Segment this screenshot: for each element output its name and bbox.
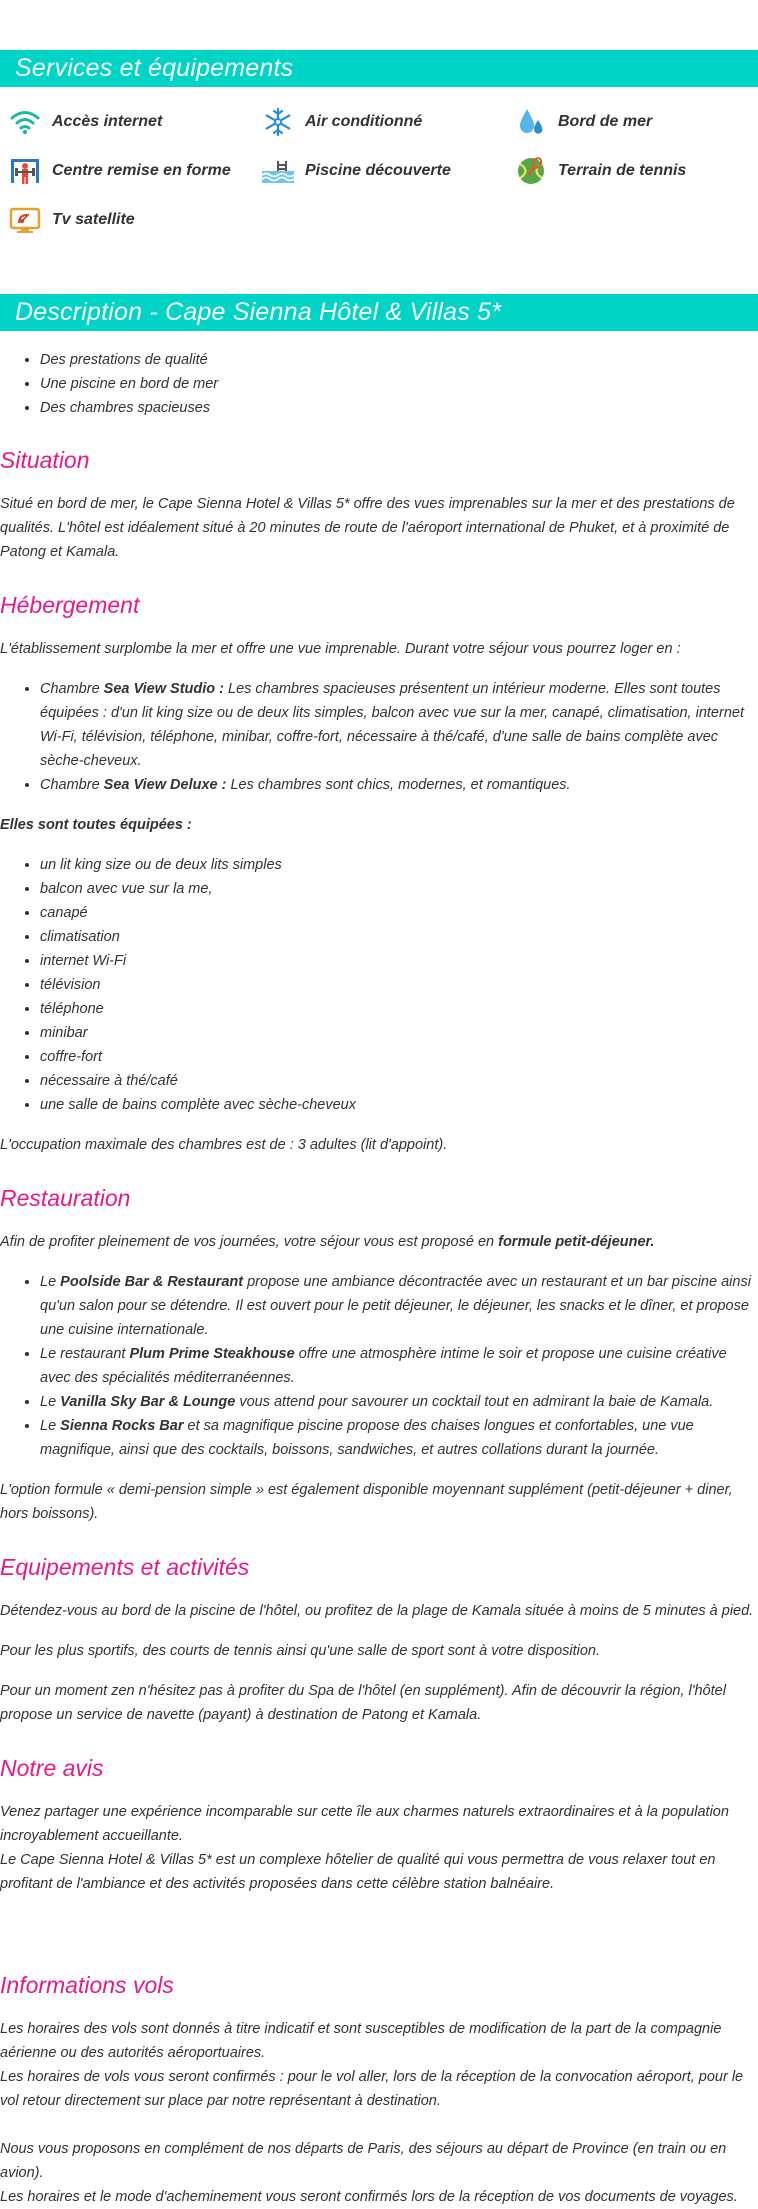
list-item: • coffre-fort — [40, 1045, 758, 1069]
list-item: • une salle de bains complète avec sèche-cheveux — [40, 1093, 758, 1117]
service-item — [506, 106, 652, 138]
equipements-heading: Equipements et activités — [0, 1554, 250, 1580]
tennis-icon — [514, 155, 548, 187]
service-label: Piscine découverte — [305, 162, 451, 179]
avis-text-2: Le Cape Sienna Hotel & Villas 5* est un complexe hôtelier de qualité qui vous permettra de vous relaxer tout en profitant de l'ambiance et des activités proposées dans cette célèbre station balnéaire. — [0, 1852, 716, 1892]
service-item — [0, 106, 162, 138]
fitness-icon — [8, 155, 42, 187]
rooms-list — [0, 677, 758, 797]
hebergement-heading: Hébergement — [0, 592, 140, 618]
list-item: • climatisation — [40, 925, 758, 949]
list-item: • Le Poolside Bar & Restaurant propose une ambiance décontractée avec un restaurant et un bar piscine ainsi qu'un salon pour se détendre. Il est ouvert pour le petit déjeuner, le déjeuner, les snacks et le dîner, et propose une cuisine internationale. — [40, 1270, 758, 1342]
hebergement-intro: L'établissement surplombe la mer et offre une vue imprenable. Durant votre séjour vous pourrez loger en : — [0, 641, 681, 657]
service-label: Bord de mer — [558, 113, 653, 130]
pool-icon — [261, 155, 295, 187]
list-item: • Des chambres spacieuses — [40, 396, 758, 420]
tv-icon — [8, 204, 42, 236]
vols-heading: Informations vols — [0, 1972, 174, 1998]
service-item — [253, 155, 451, 187]
list-item: • Une piscine en bord de mer — [40, 372, 758, 396]
occupancy-text: L'occupation maximale des chambres est de : 3 adultes (lit d'appoint). — [0, 1137, 448, 1153]
restauration-intro: Afin de profiter pleinement de vos journées, votre séjour vous est proposé en formule petit-déjeuner. — [0, 1234, 655, 1250]
service-label: Accès internet — [52, 113, 163, 130]
list-item: • Le Vanilla Sky Bar & Lounge vous attend pour savourer un cocktail tout en admirant la baie de Kamala. — [40, 1390, 758, 1414]
list-item: • canapé — [40, 901, 758, 925]
list-item: • minibar — [40, 1021, 758, 1045]
service-item — [506, 155, 686, 187]
description-title: Description - Cape Sienna Hôtel & Villas 5* — [0, 294, 758, 331]
service-label: Air conditionné — [305, 113, 423, 130]
list-item: • nécessaire à thé/café — [40, 1069, 758, 1093]
venues-list — [0, 1270, 758, 1462]
snowflake-icon — [261, 106, 295, 138]
highlights-list — [0, 348, 758, 420]
list-item: • Chambre Sea View Studio : Les chambres spacieuses présentent un intérieur moderne. Elles sont toutes équipées : d'un lit king size ou de deux lits simples, balcon avec vue sur la mer, canapé, climatisation, internet Wi-Fi, télévision, téléphone, minibar, coffre-fort, nécessaire à thé/café, d'une salle de bains complète avec sèche-cheveux. — [40, 677, 758, 773]
equipment-list — [0, 853, 758, 1117]
vols-text-2: Les horaires de vols vous seront confirmés : pour le vol aller, lors de la réception de la convocation aéroport, pour le vol retour directement sur place par notre représentant à destination. — [0, 2069, 744, 2109]
vols-text-4: Les horaires et le mode d'acheminement vous seront confirmés lors de la réception de vos documents de voyages. — [0, 2189, 738, 2205]
list-item: • Le Sienna Rocks Bar et sa magnifique piscine propose des chaises longues et confortables, une vue magnifique, ainsi que des cocktails, boissons, sandwiches, et autres collations durant la journée. — [40, 1414, 758, 1462]
vols-text-3: Nous vous proposons en complément de nos départs de Paris, des séjours au départ de Province (en train ou en avion). — [0, 2141, 727, 2181]
avis-heading: Notre avis — [0, 1755, 104, 1781]
list-item: • balcon avec vue sur la me, — [40, 877, 758, 901]
situation-heading: Situation — [0, 447, 90, 473]
restauration-option: L'option formule « demi-pension simple » est également disponible moyennant supplément (petit-déjeuner + diner, hors boissons). — [0, 1482, 733, 1522]
restauration-heading: Restauration — [0, 1185, 131, 1211]
service-item — [0, 204, 135, 236]
service-label: Centre remise en forme — [52, 162, 231, 179]
service-label: Terrain de tennis — [558, 162, 687, 179]
services-title: Services et équipements — [0, 50, 758, 87]
service-item — [253, 106, 422, 138]
service-item — [0, 155, 231, 187]
water-drops-icon — [514, 106, 548, 138]
service-label: Tv satellite — [52, 211, 135, 228]
equipements-text-2: Pour les plus sportifs, des courts de tennis ainsi qu'une salle de sport sont à votre disposition. — [0, 1643, 601, 1659]
list-item: • Le restaurant Plum Prime Steakhouse offre une atmosphère intime le soir et propose une cuisine créative avec des spécialités méditerranéennes. — [40, 1342, 758, 1390]
vols-text-1: Les horaires des vols sont donnés à titre indicatif et sont susceptibles de modification de la part de la compagnie aérienne ou des autorités aéroportuaires. — [0, 2021, 722, 2061]
wifi-icon — [8, 106, 42, 138]
situation-text: Situé en bord de mer, le Cape Sienna Hotel & Villas 5* offre des vues imprenables sur la mer et des prestations de qualités. L'hôtel est idéalement situé à 20 minutes de route de l'aéroport international de Phuket, et à proximité de Patong et Kamala. — [0, 496, 735, 560]
list-item: • internet Wi-Fi — [40, 949, 758, 973]
list-item: • Chambre Sea View Deluxe : Les chambres sont chics, modernes, et romantiques. — [40, 773, 758, 797]
description-content — [0, 344, 758, 2209]
list-item: • téléphone — [40, 997, 758, 1021]
list-item: • un lit king size ou de deux lits simples — [40, 853, 758, 877]
equipements-text-3: Pour un moment zen n'hésitez pas à profiter du Spa de l'hôtel (en supplément). Afin de découvrir la région, l'hôtel propose un service de navette (payant) à destination de Patong et Kamala. — [0, 1683, 726, 1723]
equipment-title: Elles sont toutes équipées : — [0, 817, 192, 833]
list-item: • Des prestations de qualité — [40, 348, 758, 372]
list-item: • télévision — [40, 973, 758, 997]
avis-text-1: Venez partager une expérience incomparable sur cette île aux charmes naturels extraordinaires et à la population incroyablement accueillante. — [0, 1804, 729, 1844]
equipements-text-1: Détendez-vous au bord de la piscine de l'hôtel, ou profitez de la plage de Kamala située à moins de 5 minutes à pied. — [0, 1603, 754, 1619]
